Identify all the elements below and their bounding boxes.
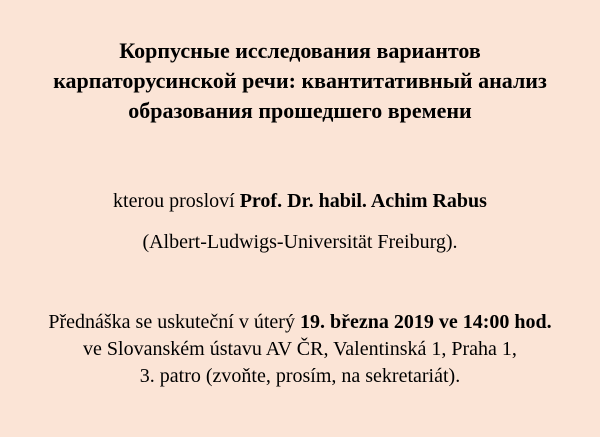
details-line-3: 3. patro (zvoňte, prosím, na sekretariát). xyxy=(139,365,461,387)
title-line-3: образования прошедшего времени xyxy=(128,98,472,123)
speaker-prefix: kterou prosloví xyxy=(113,190,240,212)
lecture-title xyxy=(0,36,600,126)
lecture-date-time: 19. března 2019 ve 14:00 hod. xyxy=(299,311,552,333)
speaker-name: Prof. Dr. habil. Achim Rabus xyxy=(239,190,487,212)
speaker-affiliation: (Albert-Ludwigs-Universität Freiburg). xyxy=(142,231,458,253)
details-line-1 xyxy=(0,309,600,336)
title-line-1: Корпусные исследования вариантов xyxy=(119,38,481,63)
speaker-line xyxy=(0,188,600,214)
lecture-details xyxy=(0,309,600,390)
title-line-2: карпаторусинской речи: квантитативный анализ xyxy=(53,68,547,93)
details-prefix: Přednáška se uskuteční v úterý xyxy=(48,311,300,333)
details-line-2: ve Slovanském ústavu AV ČR, Valentinská 1, Praha 1, xyxy=(83,338,517,360)
